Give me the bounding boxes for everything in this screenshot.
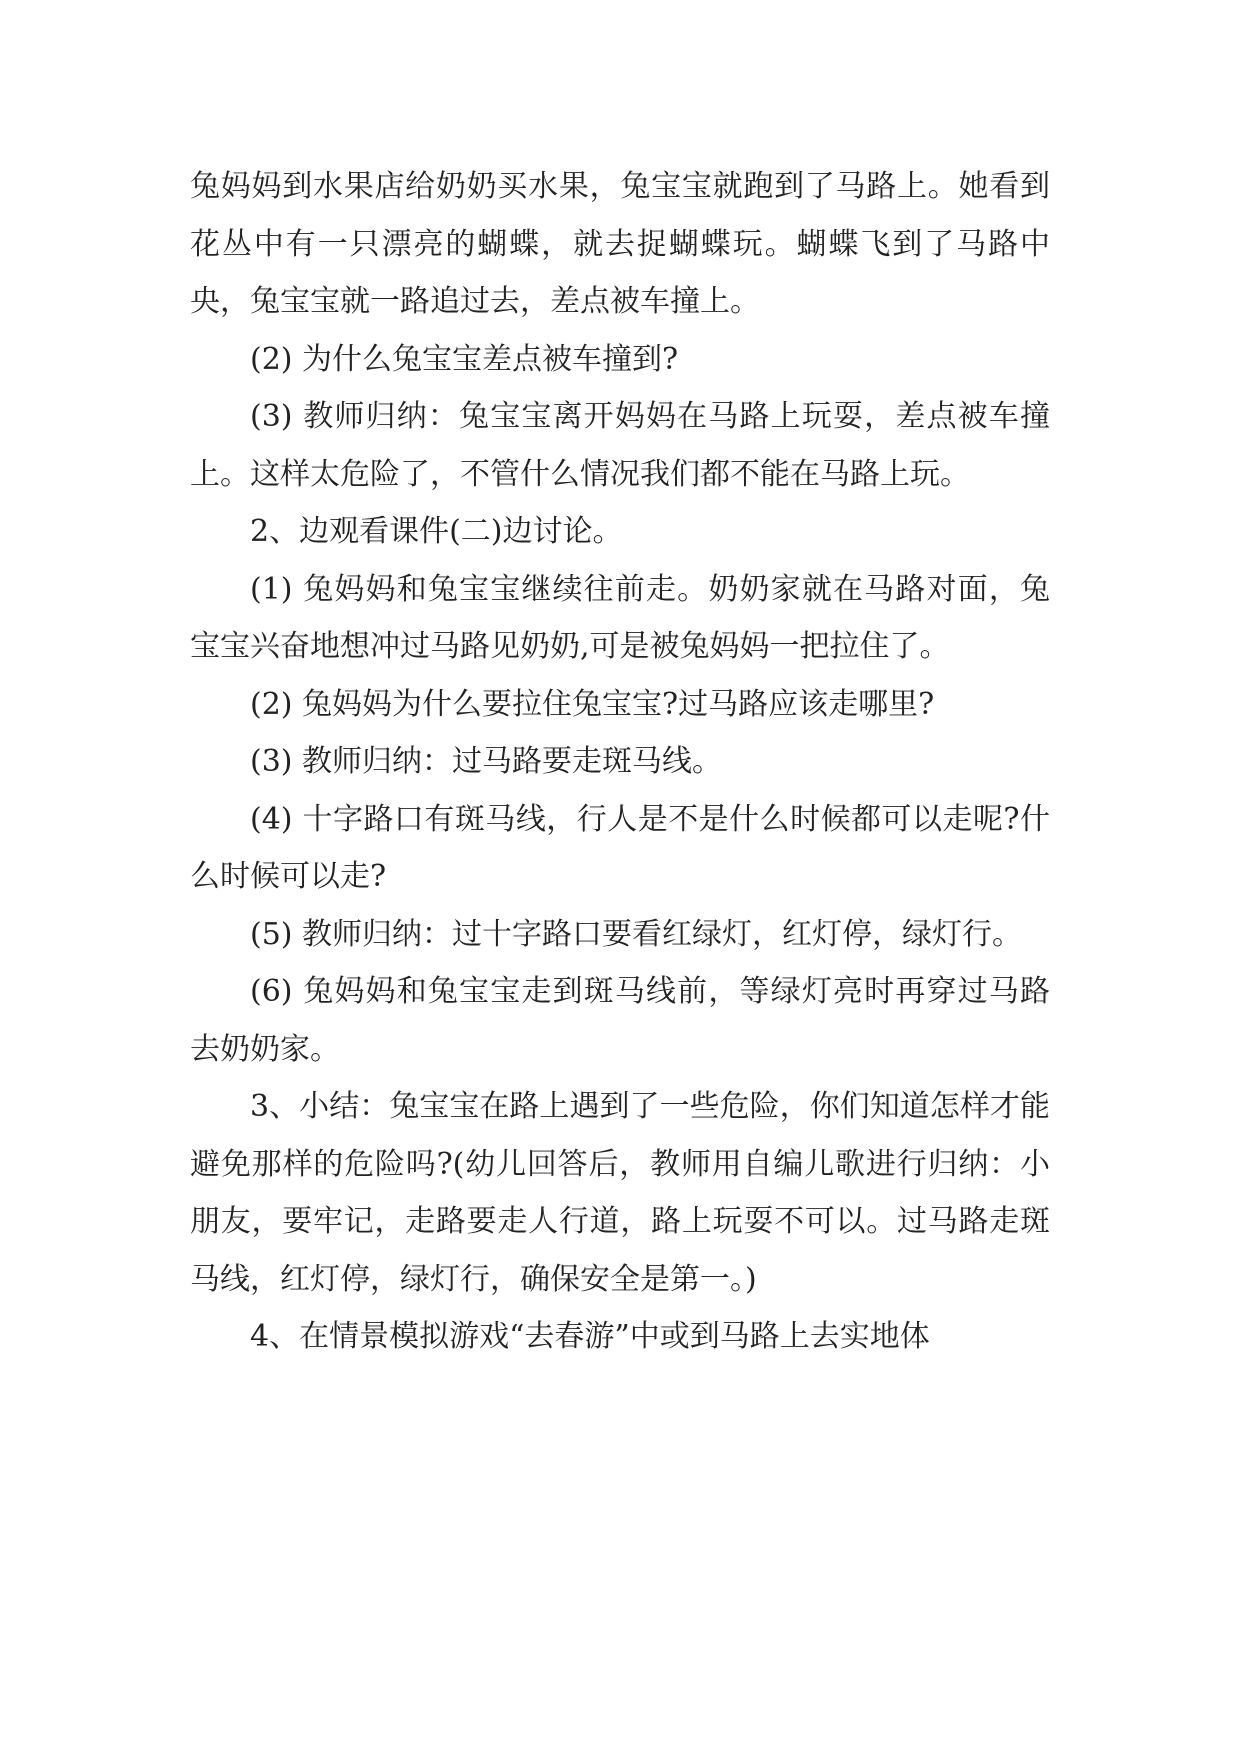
paragraph-8: (4) 十字路口有斑马线，行人是不是什么时候都可以走呢?什么时候可以走? — [190, 801, 1050, 894]
paragraph-1: 兔妈妈到水果店给奶奶买水果，兔宝宝就跑到了马路上。她看到花丛中有一只漂亮的蝴蝶，就去捉蝴蝶玩。蝴蝶飞到了马路中央，兔宝宝就一路追过去，差点被车撞上。 — [190, 169, 1050, 319]
paragraph-11: 3、小结：兔宝宝在路上遇到了一些危险，你们知道怎样才能避免那样的危险吗?(幼儿回答后，教师用自编儿歌进行归纳：小朋友，要牢记，走路要走人行道，路上玩耍不可以。过马路走斑马线，红灯停，绿灯行，确保安全是第一。) — [190, 1089, 1050, 1297]
paragraph-6: (2) 兔妈妈为什么要拉住兔宝宝?过马路应该走哪里? — [250, 686, 935, 722]
paragraph-7: (3) 教师归纳：过马路要走斑马线。 — [250, 744, 723, 779]
paragraph-12: 4、在情景模拟游戏“去春游”中或到马路上去实地体 — [250, 1319, 930, 1354]
paragraph-9: (5) 教师归纳：过十字路口要看红绿灯，红灯停，绿灯行。 — [250, 916, 1023, 952]
document-body — [190, 158, 1050, 1366]
paragraph-10: (6) 兔妈妈和兔宝宝走到斑马线前，等绿灯亮时再穿过马路去奶奶家。 — [190, 974, 1050, 1067]
paragraph-5: (1) 兔妈妈和兔宝宝继续往前走。奶奶家就在马路对面，兔宝宝兴奋地想冲过马路见奶奶,可是被兔妈妈一把拉住了。 — [190, 571, 1050, 664]
paragraph-2: (2) 为什么兔宝宝差点被车撞到? — [250, 341, 679, 377]
paragraph-3: (3) 教师归纳：兔宝宝离开妈妈在马路上玩耍，差点被车撞上。这样太危险了，不管什么情况我们都不能在马路上玩。 — [190, 399, 1050, 492]
paragraph-4: 2、边观看课件(二)边讨论。 — [250, 514, 623, 549]
